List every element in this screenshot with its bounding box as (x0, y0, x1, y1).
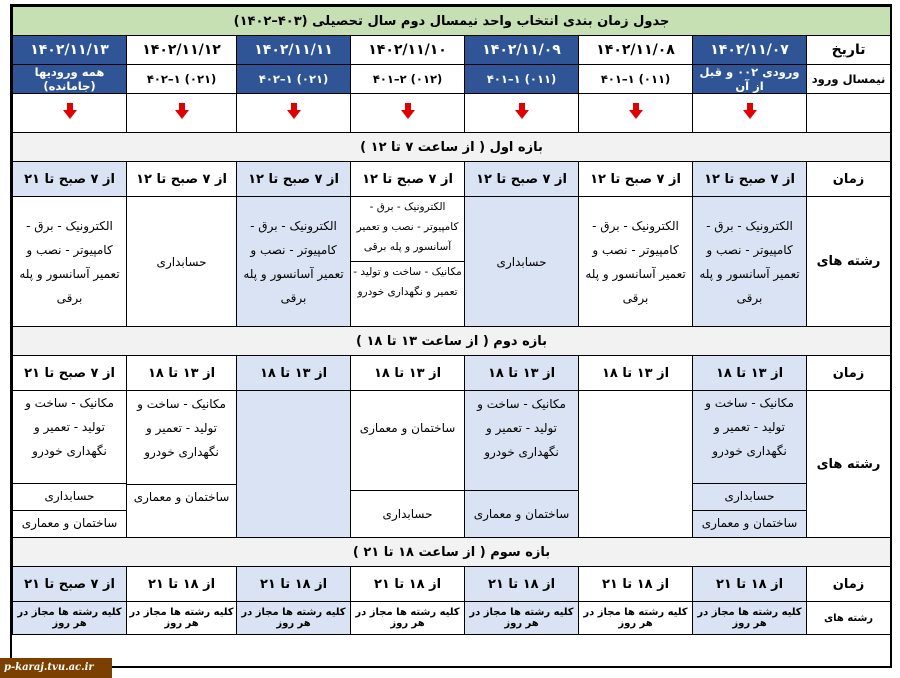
date-cell: ۱۴۰۲/۱۱/۰۹ (465, 36, 579, 65)
time-cell: از ۷ صبح تا ۲۱ (13, 567, 127, 602)
time-cell: از ۷ صبح تا ۲۱ (13, 162, 127, 197)
entry-cell: ورودی ۰۰۲ و قبل از آن (693, 65, 807, 94)
fields-cell-top: ساختمان و معماری (359, 420, 456, 435)
fields-cell: الکترونیک - برق - کامپیوتر - نصب و تعمیر آسانسور و پله برقی (693, 197, 807, 327)
fields-cell-mid: حسابداری (724, 489, 775, 503)
period3-heading: بازه سوم ( از ساعت ۱۸ تا ۲۱ ) (13, 538, 891, 567)
fields-cell: کلیه رشته ها مجاز در هر روز (237, 602, 351, 635)
down-arrow-icon (287, 103, 301, 119)
table-title: جدول زمان بندی انتخاب واحد نیمسال دوم سال تحصیلی (۴۰۳–۱۴۰۲) (13, 7, 891, 36)
time-label: زمان (807, 356, 891, 391)
down-arrow-icon (63, 103, 77, 119)
time-label: زمان (807, 567, 891, 602)
time-cell: از ۱۸ تا ۲۱ (127, 567, 237, 602)
fields-cell-bottom: ساختمان و معماری (701, 516, 798, 530)
fields-cell-bottom: مکانیک - ساخت و تولید - تعمیر و نگهداری خودرو (353, 266, 462, 298)
fields-cell: کلیه رشته ها مجاز در هر روز (351, 602, 465, 635)
entry-cell: (۰۱۱) ۱–۴۰۱ (465, 65, 579, 94)
down-arrow-icon (401, 103, 415, 119)
time-cell: از ۷ صبح تا ۱۲ (579, 162, 693, 197)
time-cell: از ۷ صبح تا ۱۲ (693, 162, 807, 197)
date-cell: ۱۴۰۲/۱۱/۰۸ (579, 36, 693, 65)
fields-cell-top: مکانیک - ساخت و تولید - تعمیر و نگهداری خودرو (477, 396, 566, 459)
fields-cell-bottom: حسابداری (382, 506, 433, 521)
period1-heading: بازه اول ( از ساعت ۷ تا ۱۲ ) (13, 133, 891, 162)
date-cell: ۱۴۰۲/۱۱/۱۰ (351, 36, 465, 65)
fields-cell: کلیه رشته ها مجاز در هر روز (693, 602, 807, 635)
date-cell: ۱۴۰۲/۱۱/۱۲ (127, 36, 237, 65)
fields-cell: کلیه رشته ها مجاز در هر روز (465, 602, 579, 635)
fields-cell-top: مکانیک - ساخت و تولید - تعمیر و نگهداری خودرو (705, 396, 794, 458)
entry-label: نیمسال ورود (807, 65, 891, 94)
time-cell: از ۱۳ تا ۱۸ (579, 356, 693, 391)
time-cell: از ۷ صبح تا ۱۲ (351, 162, 465, 197)
entry-cell: (۰۱۱) ۱–۴۰۱ (579, 65, 693, 94)
time-cell: از ۱۳ تا ۱۸ (351, 356, 465, 391)
website-tag[interactable]: p-karaj.tvu.ac.ir (0, 658, 112, 678)
fields-cell (237, 391, 351, 538)
time-cell: از ۱۸ تا ۲۱ (693, 567, 807, 602)
arrow-row (13, 94, 891, 133)
fields-cell: کلیه رشته ها مجاز در هر روز (13, 602, 127, 635)
fields-cell-top: الکترونیک - برق - کامپیوتر - نصب و تعمیر آسانسور و پله برقی (356, 201, 459, 253)
arrow-cell (351, 94, 465, 133)
time-cell: از ۱۸ تا ۲۱ (351, 567, 465, 602)
fields-row (13, 391, 891, 538)
entry-row (13, 65, 891, 94)
arrow-cell (465, 94, 579, 133)
fields-cell: حسابداری (465, 197, 579, 327)
fields-cell-mid: حسابداری (44, 489, 95, 503)
date-row (13, 36, 891, 65)
arrow-cell (693, 94, 807, 133)
fields-cell: کلیه رشته ها مجاز در هر روز (579, 602, 693, 635)
fields-cell: الکترونیک - برق - کامپیوتر - نصب و تعمیر آسانسور و پله برقی (237, 197, 351, 327)
date-cell: ۱۴۰۲/۱۱/۰۷ (693, 36, 807, 65)
fields-row (13, 197, 891, 327)
time-cell: از ۱۳ تا ۱۸ (693, 356, 807, 391)
fields-cell-split (351, 197, 465, 327)
arrow-cell (13, 94, 127, 133)
down-arrow-icon (629, 103, 643, 119)
period-row (13, 538, 891, 567)
period-row (13, 133, 891, 162)
schedule-sheet (10, 4, 892, 668)
fields-cell-split (127, 391, 237, 538)
date-cell: ۱۴۰۲/۱۱/۱۳ (13, 36, 127, 65)
fields-cell-split (13, 391, 127, 538)
arrow-cell (127, 94, 237, 133)
time-cell: از ۱۳ تا ۱۸ (237, 356, 351, 391)
time-cell: از ۷ صبح تا ۱۲ (237, 162, 351, 197)
entry-cell: (۰۲۱) ۱–۴۰۲ (127, 65, 237, 94)
date-cell: ۱۴۰۲/۱۱/۱۱ (237, 36, 351, 65)
time-row (13, 162, 891, 197)
time-cell: از ۱۳ تا ۱۸ (127, 356, 237, 391)
fields-cell-split (465, 391, 579, 538)
time-row (13, 567, 891, 602)
schedule-table (12, 6, 891, 635)
time-cell: از ۷ صبح تا ۲۱ (13, 356, 127, 391)
arrow-cell (237, 94, 351, 133)
down-arrow-icon (515, 103, 529, 119)
arrow-blank (807, 94, 891, 133)
date-label: تاریخ (807, 36, 891, 65)
fields-cell-split (351, 391, 465, 538)
entry-cell: همه ورودیها (جامانده) (13, 65, 127, 94)
fields-cell: کلیه رشته ها مجاز در هر روز (127, 602, 237, 635)
entry-cell: (۰۱۲) ۲–۴۰۱ (351, 65, 465, 94)
time-cell: از ۱۸ تا ۲۱ (465, 567, 579, 602)
time-cell: از ۱۳ تا ۱۸ (465, 356, 579, 391)
fields-cell: حسابداری (127, 197, 237, 327)
down-arrow-icon (743, 103, 757, 119)
fields-cell-top: مکانیک - ساخت و تولید - تعمیر و نگهداری خودرو (25, 396, 114, 458)
fields-cell-bottom: ساختمان و معماری (21, 516, 118, 530)
title-row (13, 7, 891, 36)
time-cell: از ۷ صبح تا ۱۲ (465, 162, 579, 197)
period2-heading: بازه دوم ( از ساعت ۱۳ تا ۱۸ ) (13, 327, 891, 356)
period-row (13, 327, 891, 356)
time-cell: از ۱۸ تا ۲۱ (579, 567, 693, 602)
fields-label: رشته های (807, 197, 891, 327)
time-cell: از ۷ صبح تا ۱۲ (127, 162, 237, 197)
fields-cell: الکترونیک - برق - کامپیوتر - نصب و تعمیر آسانسور و پله برقی (579, 197, 693, 327)
fields-cell: الکترونیک - برق - کامپیوتر - نصب و تعمیر آسانسور و پله برقی (13, 197, 127, 327)
down-arrow-icon (175, 103, 189, 119)
fields-cell-top: مکانیک - ساخت و تولید - تعمیر و نگهداری خودرو (137, 396, 226, 459)
fields-cell (579, 391, 693, 538)
fields-cell-split (693, 391, 807, 538)
entry-cell: (۰۲۱) ۱–۴۰۲ (237, 65, 351, 94)
fields-row (13, 602, 891, 635)
fields-label: رشته های (807, 391, 891, 538)
fields-cell-bottom: ساختمان و معماری (473, 506, 570, 521)
time-row (13, 356, 891, 391)
time-label: زمان (807, 162, 891, 197)
time-cell: از ۱۸ تا ۲۱ (237, 567, 351, 602)
arrow-cell (579, 94, 693, 133)
fields-cell-bottom: ساختمان و معماری (133, 489, 230, 504)
fields-label: رشته های (807, 602, 891, 635)
